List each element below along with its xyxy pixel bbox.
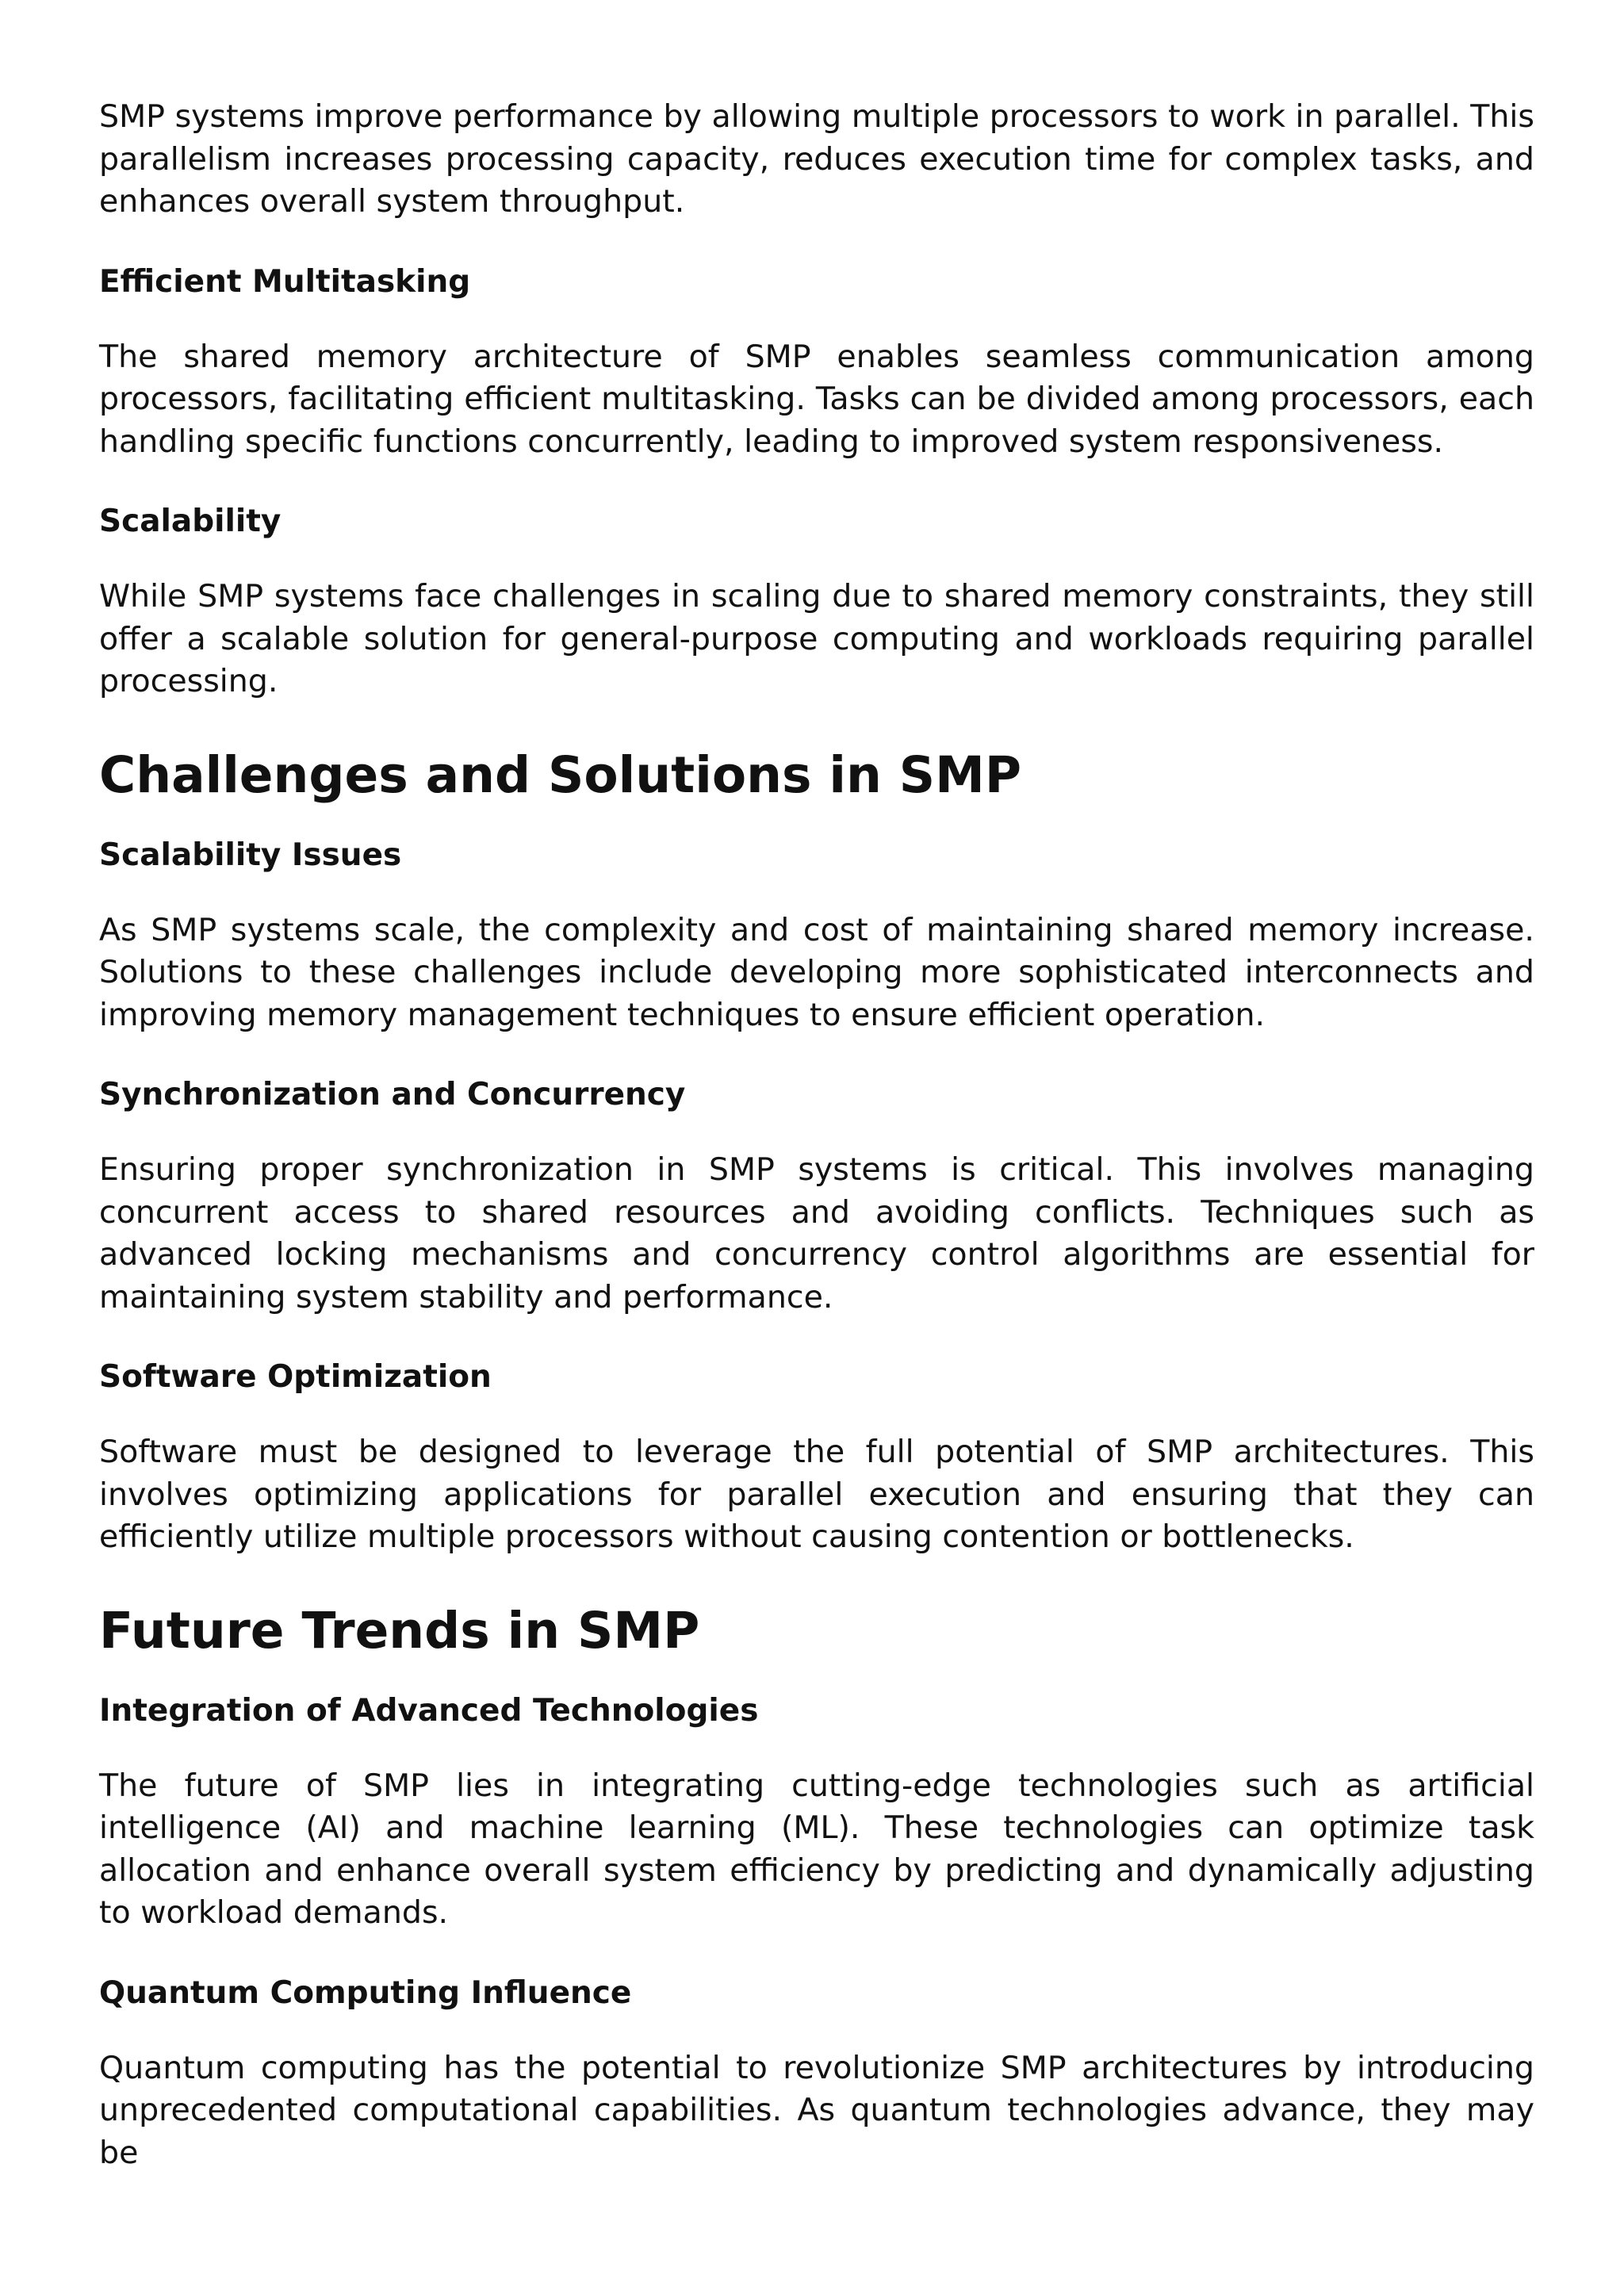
efficient-multitasking-heading: Efficient Multitasking <box>99 263 471 300</box>
synchronization-paragraph: Ensuring proper synchronization in SMP systems is critical. This involves managing concurrent access to shared resources and avoiding conflicts. Techniques such as advanced locking mechanisms and concurrency control algorithms are essential for maintaining system stability and performance. <box>99 1151 1534 1316</box>
challenges-section-title: Challenges and Solutions in SMP <box>99 745 1022 804</box>
integration-paragraph: The future of SMP lies in integrating cutting-edge technologies such as artificial intelligence (AI) and machine learning (ML). These technologies can optimize task allocation and enhance overall system efficiency by predicting and dynamically adjusting to workload demands. <box>99 1767 1534 1931</box>
quantum-computing-heading: Quantum Computing Influence <box>99 1974 632 2011</box>
future-trends-section-title: Future Trends in SMP <box>99 1601 700 1660</box>
efficient-multitasking-paragraph: The shared memory architecture of SMP enables seamless communication among processors, facilitating efficient multitasking. Tasks can be divided among processors, each handling specific functions concurrently, leading to improved system responsiveness. <box>99 338 1534 460</box>
scalability-issues-heading: Scalability Issues <box>99 837 402 873</box>
scalability-heading: Scalability <box>99 504 282 539</box>
quantum-computing-paragraph: Quantum computing has the potential to revolutionize SMP architectures by introducing unprecedented computational capabilities. As quantum technologies advance, they may be <box>99 2049 1534 2171</box>
scalability-issues-paragraph: As SMP systems scale, the complexity and cost of maintaining shared memory increase. Solutions to these challenges include developing more sophisticated interconnects and improving memory management techniques to ensure efficient operation. <box>99 911 1534 1033</box>
intro-paragraph: SMP systems improve performance by allowing multiple processors to work in parallel. This parallelism increases processing capacity, reduces execution time for complex tasks, and enhances overall system throughput. <box>99 98 1534 220</box>
document-page <box>99 0 1534 2174</box>
scalability-paragraph: While SMP systems face challenges in scaling due to shared memory constraints, they still offer a scalable solution for general-purpose computing and workloads requiring parallel processing. <box>99 578 1534 699</box>
software-optimization-heading: Software Optimization <box>99 1359 492 1395</box>
software-optimization-paragraph: Software must be designed to leverage the full potential of SMP architectures. This involves optimizing applications for parallel execution and ensuring that they can efficiently utilize multiple processors without causing contention or bottlenecks. <box>99 1434 1534 1555</box>
synchronization-heading: Synchronization and Concurrency <box>99 1077 686 1113</box>
integration-heading: Integration of Advanced Technologies <box>99 1692 759 1729</box>
